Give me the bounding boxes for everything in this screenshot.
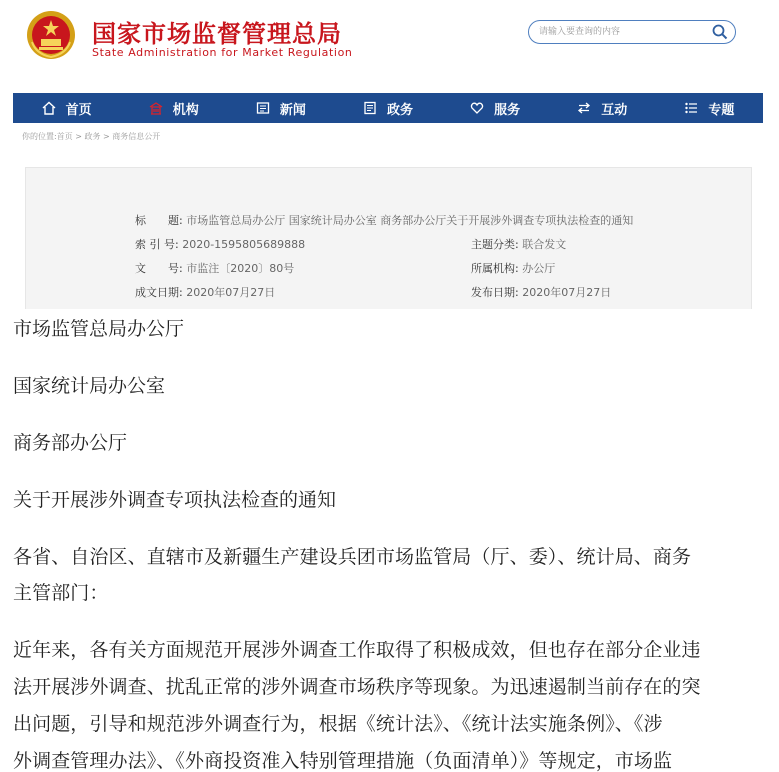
- meta-pubdate-value: 2020年07月27日: [522, 286, 612, 299]
- building-icon: [149, 101, 163, 115]
- meta-date-value: 2020年07月27日: [186, 286, 276, 299]
- site-subtitle: State Administration for Market Regulation: [92, 46, 353, 59]
- meta-title-row: [135, 212, 633, 228]
- issuer-line-2: 国家统计局办公室: [13, 375, 166, 397]
- issuer-line-3: 商务部办公厅: [13, 432, 128, 454]
- meta-org-row: [471, 260, 555, 276]
- meta-title-label: 标 题:: [135, 214, 183, 227]
- nav-item-home[interactable]: [13, 93, 120, 123]
- meta-docno-label: 文 号:: [135, 262, 183, 275]
- article-heading: 关于开展涉外调查专项执法检查的通知: [13, 489, 337, 511]
- meta-date-label: 成文日期:: [135, 286, 183, 299]
- body-line-2: 法开展涉外调查、扰乱正常的涉外调查市场秩序等现象。为迅速遏制当前存在的突: [13, 676, 701, 698]
- nav-label-topics: 专题: [708, 102, 735, 118]
- nav-label-news: 新闻: [279, 102, 306, 118]
- meta-docno-row: [135, 260, 294, 276]
- meta-index-row: [135, 236, 305, 252]
- body-line-3: 出问题，引导和规范涉外调查行为，根据《统计法》、《统计法实施条例》、《涉: [13, 713, 663, 735]
- nav-item-interaction[interactable]: [549, 93, 656, 123]
- body-line-1: 近年来，各有关方面规范开展涉外调查工作取得了积极成效，但也存在部分企业违: [13, 639, 701, 661]
- meta-pubdate-row: [471, 284, 611, 300]
- meta-pubdate-label: 发布日期:: [471, 286, 519, 299]
- nav-item-topics[interactable]: [656, 93, 763, 123]
- nav-label-home: 首页: [65, 102, 92, 118]
- news-icon: [256, 101, 270, 115]
- site-header: [0, 0, 779, 92]
- nav-item-services[interactable]: [442, 93, 549, 123]
- meta-category-row: [471, 236, 566, 252]
- breadcrumb: 你的位置:首页 > 政务 > 商务信息公开: [22, 132, 161, 141]
- meta-org-value: 办公厅: [522, 262, 556, 275]
- list-icon: [684, 101, 698, 115]
- addressee-line-2: 主管部门：: [13, 582, 109, 604]
- nav-item-organization[interactable]: [120, 93, 227, 123]
- search-icon[interactable]: [711, 23, 729, 41]
- nav-label-government-affairs: 政务: [386, 102, 413, 118]
- meta-docno-value: 市监注〔2020〕80号: [186, 262, 295, 275]
- nav-item-news[interactable]: [227, 93, 334, 123]
- heart-icon: [470, 101, 484, 115]
- addressee-line-1: 各省、自治区、直辖市及新疆生产建设兵团市场监管局（厅、委）、统计局、商务: [13, 546, 692, 568]
- meta-title-value: 市场监管总局办公厅 国家统计局办公室 商务部办公厅关于开展涉外调查专项执法检查的通知: [186, 214, 634, 227]
- meta-date-row: [135, 284, 275, 300]
- document-meta-panel: [25, 167, 752, 309]
- meta-category-label: 主题分类:: [471, 238, 519, 251]
- home-icon: [42, 101, 56, 115]
- site-title[interactable]: 国家市场监督管理总局: [92, 20, 342, 48]
- exchange-icon: [577, 101, 591, 115]
- nav-label-services: 服务: [494, 102, 521, 118]
- search-box: [528, 20, 736, 44]
- national-emblem-icon: [26, 10, 76, 60]
- body-line-4: 外调查管理办法》、《外商投资准入特别管理措施（负面清单）》等规定，市场监: [13, 750, 673, 772]
- search-input[interactable]: [539, 24, 709, 40]
- issuer-line-1: 市场监管总局办公厅: [13, 318, 185, 340]
- meta-index-label: 索 引 号:: [135, 238, 179, 251]
- nav-label-interaction: 互动: [601, 102, 628, 118]
- meta-category-value: 联合发文: [522, 238, 567, 251]
- nav-label-organization: 机构: [172, 102, 199, 118]
- document-icon: [363, 101, 377, 115]
- meta-index-value: 2020-1595805689888: [182, 238, 306, 251]
- main-nav: [13, 93, 763, 123]
- meta-org-label: 所属机构:: [471, 262, 519, 275]
- nav-item-government-affairs[interactable]: [334, 93, 441, 123]
